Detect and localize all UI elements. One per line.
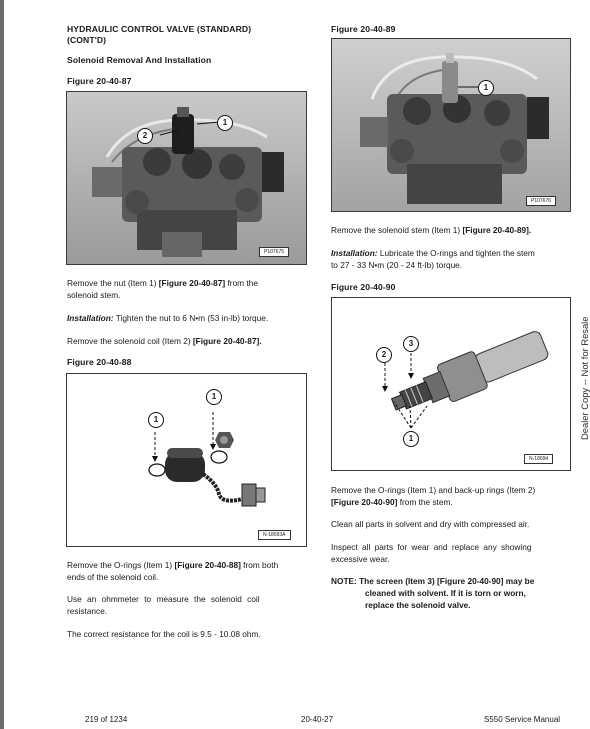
- footer-page-count: 219 of 1234: [85, 715, 128, 724]
- title-line-2: (CONT'D): [67, 35, 107, 45]
- paragraph-remove-backup-rings: Remove the O-rings (Item 1) and back-up rings (Item 2) [Figure 20-40-90] from the stem.: [331, 485, 536, 507]
- figure-89-photo: [331, 38, 571, 212]
- callout-1-right: 1: [206, 389, 222, 405]
- figure-87-caption: Figure 20-40-87: [67, 76, 132, 86]
- note-screen: NOTE: The screen (Item 3) [Figure 20-40-90] may be cleaned with solvent. If it is torn or worn, replace the solenoid valve.: [331, 576, 535, 610]
- paragraph-remove-stem: Remove the solenoid stem (Item 1) [Figure 20-40-89].: [331, 225, 532, 235]
- figure-90-caption: Figure 20-40-90: [331, 282, 396, 292]
- figure-90-tag: N-18694: [524, 454, 553, 464]
- paragraph-install-nut: Installation: Tighten the nut to 6 N•m (53 in-lb) torque.: [67, 313, 269, 323]
- paragraph-ohmmeter: Use an ohmmeter to measure the solenoid coil resistance.: [67, 594, 260, 616]
- paragraph-remove-coil: Remove the solenoid coil (Item 2) [Figure 20-40-87].: [67, 336, 262, 346]
- paragraph-resistance: The correct resistance for the coil is 9.5 - 10.08 ohm.: [67, 629, 261, 639]
- paragraph-install-stem: Installation: Lubricate the O-rings and tighten the stem to 27 - 33 N•m (20 - 24 ft-lb) torque.: [331, 248, 535, 270]
- figure-87-tag: P107675: [259, 247, 289, 257]
- figure-89-tag: P107676: [526, 196, 556, 206]
- figure-88-drawing: [66, 373, 307, 547]
- callout-1: 1: [403, 431, 419, 447]
- callout-1-left: 1: [148, 412, 164, 428]
- dealer-copy-sidebar: Dealer Copy -- Not for Resale: [579, 316, 590, 440]
- footer-manual-title: S550 Service Manual: [484, 715, 561, 724]
- callout-2: 2: [137, 128, 153, 144]
- title-line-1: HYDRAULIC CONTROL VALVE (STANDARD): [67, 24, 252, 34]
- paragraph-clean: Clean all parts in solvent and dry with compressed air.: [331, 519, 530, 529]
- callout-3: 3: [403, 336, 419, 352]
- page-edge-bar: [0, 0, 4, 729]
- figure-89-caption: Figure 20-40-89: [331, 24, 396, 34]
- callout-1: 1: [217, 115, 233, 131]
- section-title: [67, 24, 251, 46]
- figure-88-caption: Figure 20-40-88: [67, 357, 132, 367]
- figure-88-tag: N-18693A: [258, 530, 291, 540]
- callout-2: 2: [376, 347, 392, 363]
- paragraph-remove-orings: Remove the O-rings (Item 1) [Figure 20-40-88] from both ends of the solenoid coil.: [67, 560, 279, 582]
- callout-1: 1: [478, 80, 494, 96]
- paragraph-remove-nut: Remove the nut (Item 1) [Figure 20-40-87] from the solenoid stem.: [67, 278, 258, 300]
- subsection-title: Solenoid Removal And Installation: [67, 55, 212, 65]
- paragraph-inspect: Inspect all parts for wear and replace any showing excessive wear.: [331, 542, 532, 564]
- figure-90-drawing: [331, 297, 571, 471]
- figure-87-photo: [66, 91, 307, 265]
- footer-page-number: 20-40-27: [301, 715, 334, 724]
